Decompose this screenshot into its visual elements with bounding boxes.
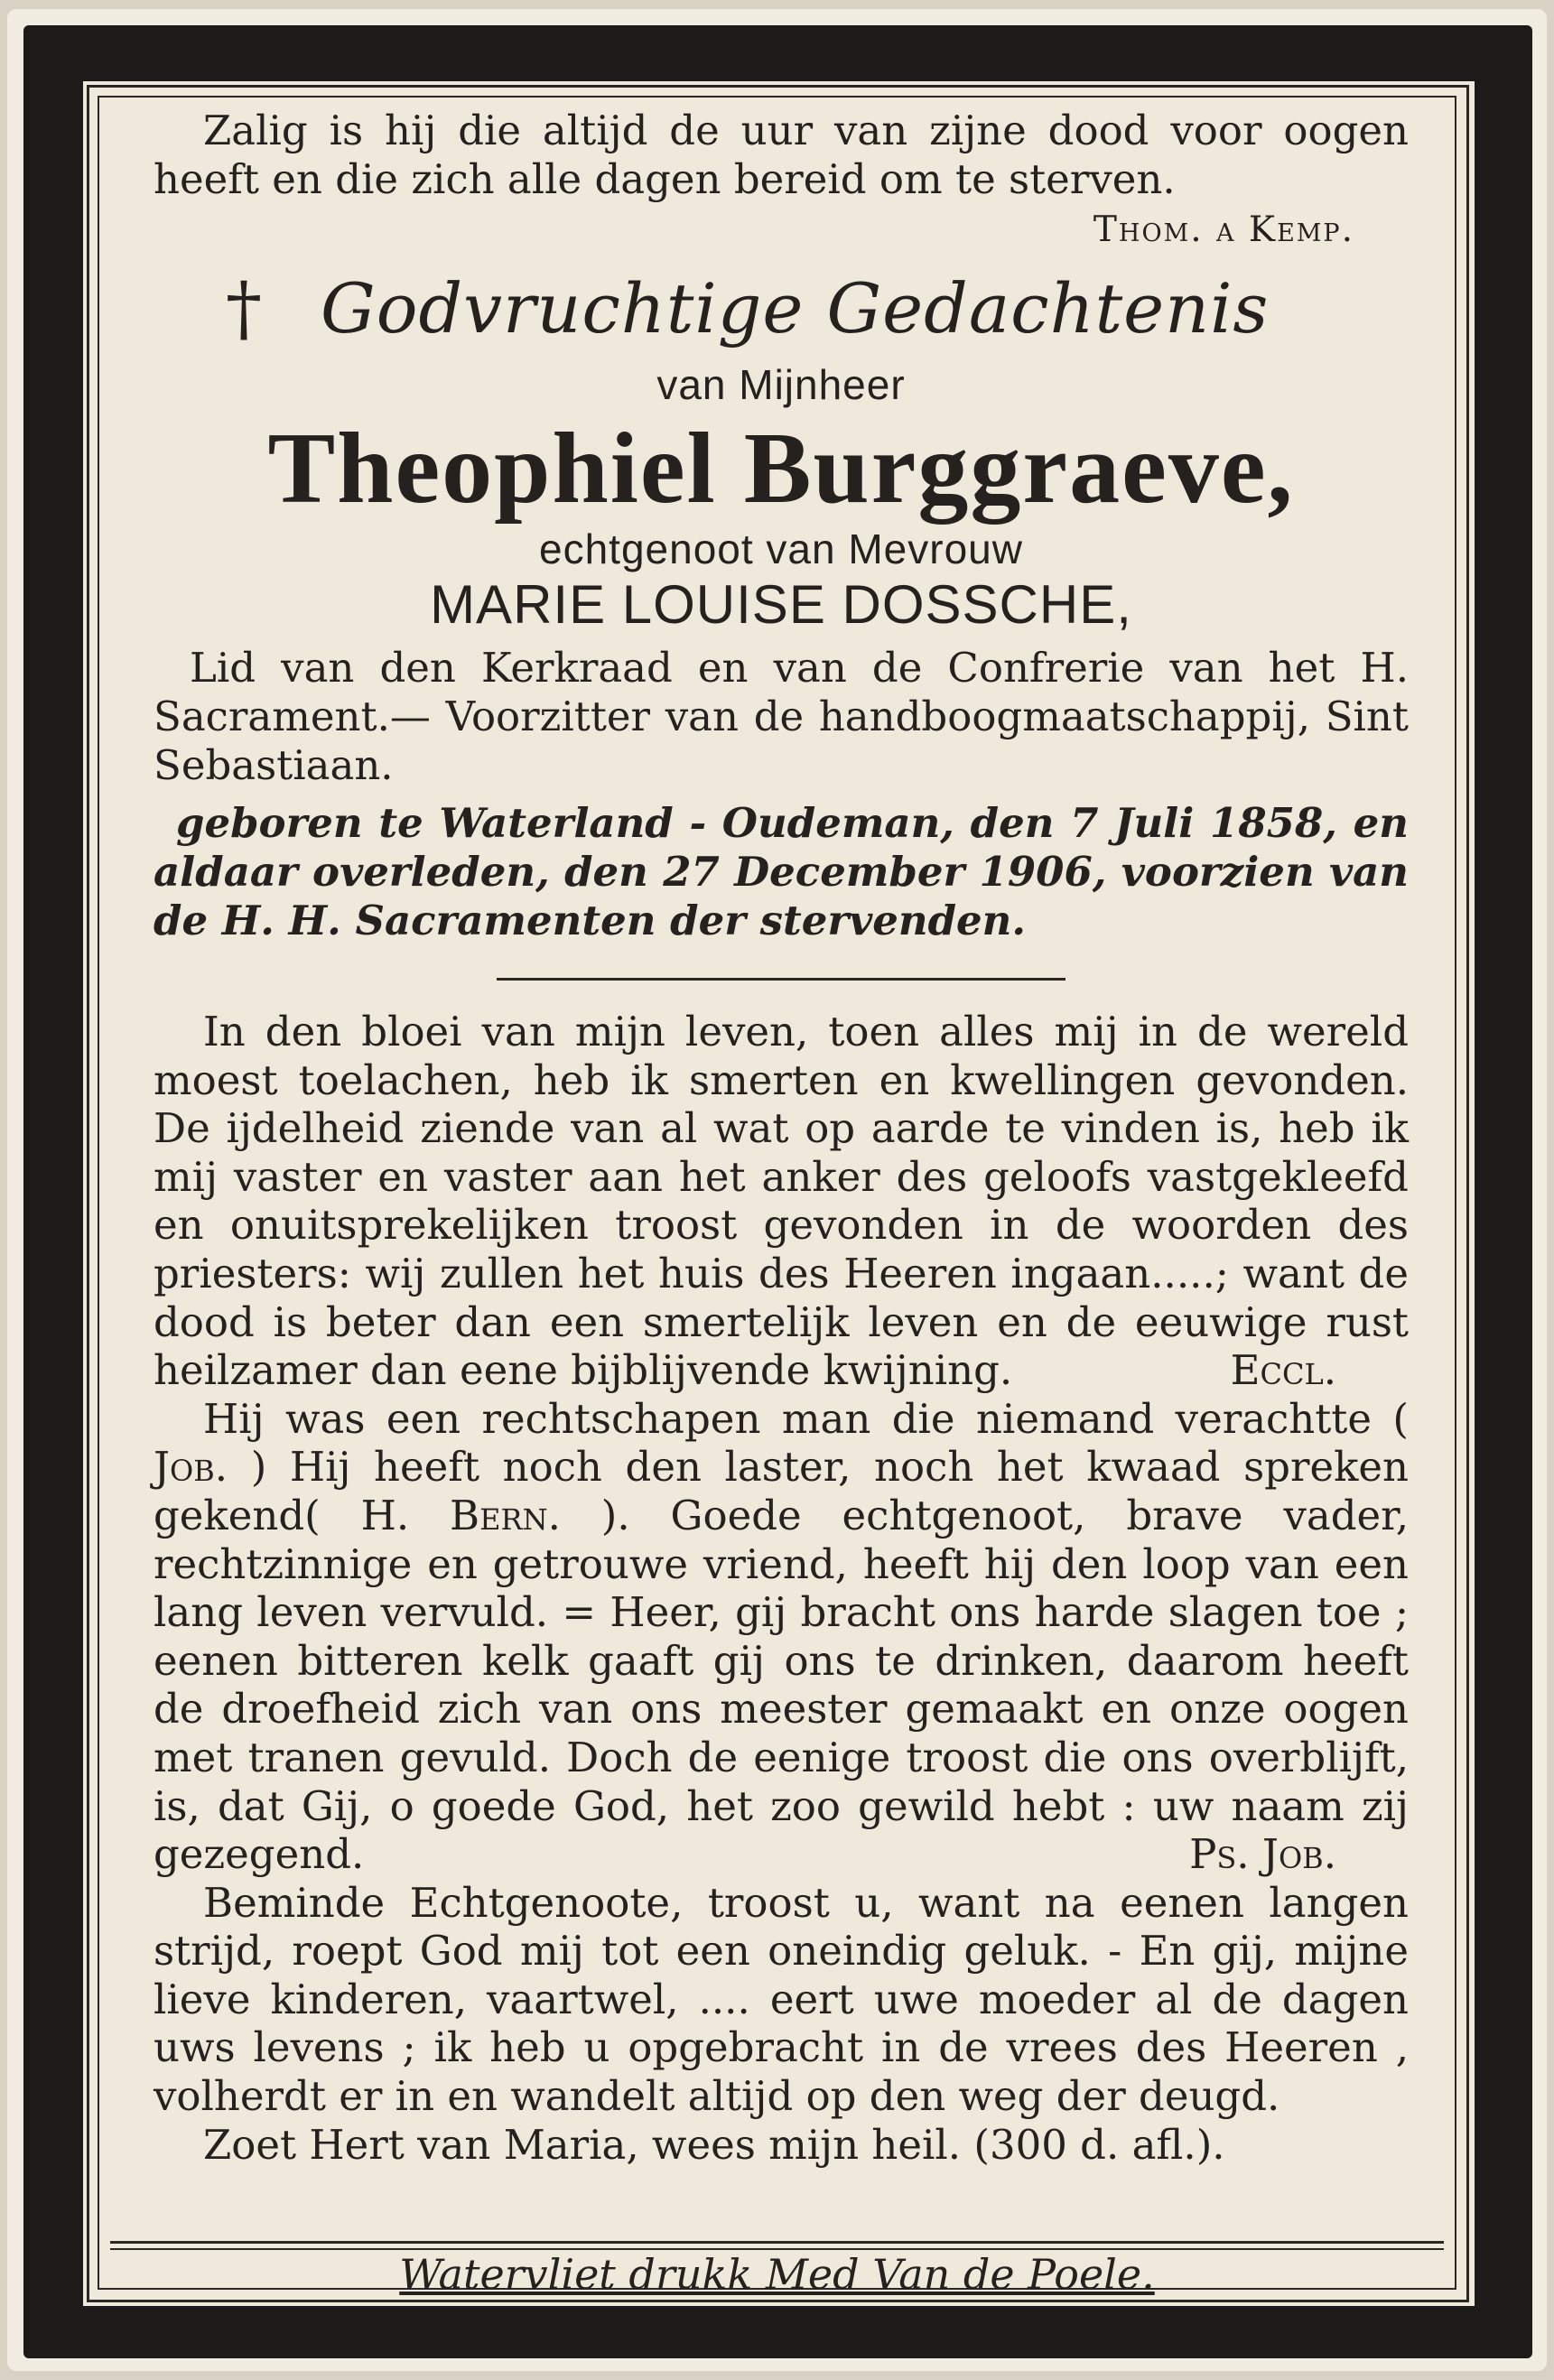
- card-title: Godvruchtige Gedachtenis: [321, 267, 1270, 349]
- reference-ps-job: Ps. Job.: [1189, 1830, 1336, 1879]
- printer-credit: Watervliet drukk Med Van de Poele.: [399, 2250, 1155, 2299]
- card-content: [154, 107, 1409, 2169]
- body-paragraph-2: [154, 1395, 1409, 1879]
- reference-job: Job.: [154, 1443, 228, 1492]
- body-paragraph-3: Beminde Echtgenoote, troost u, want na eenen langen strijd, roept God mij tot een oneindig geluk. - En gij, mijne lieve kinderen, vaartwel, .... eert uwe moeder al de dagen uws levens ; ik heb u opgebracht in de vrees des Heeren , volherdt er in en wandelt altijd op den weg der deugd.: [154, 1878, 1409, 2121]
- epigraph-source: Thom. a Kemp.: [1093, 209, 1354, 250]
- body-paragraph-1: [154, 1008, 1409, 1395]
- reference-bern: Bern.: [450, 1491, 561, 1539]
- body-text: [154, 1008, 1409, 2169]
- title-row: [154, 263, 1409, 353]
- epigraph-text: Zalig is hij die altijd de uur van zijne dood voor oogen heeft en die zich alle dagen bereid om te sterven.: [154, 107, 1409, 203]
- body-paragraph-4: Zoet Hert van Maria, wees mijn heil. (300 d. afl.).: [203, 2120, 1225, 2169]
- section-divider: [497, 978, 1065, 981]
- deceased-name: Theophiel Burggraeve,: [267, 413, 1295, 525]
- life-dates-text: geboren te Waterland - Oudeman, den 7 Juli 1858, en aldaar overleden, den 27 December 1906, voorzien van de H. H. Sacramenten der stervenden.: [154, 799, 1409, 944]
- paragraph-1-text: In den bloei van mijn leven, toen alles mij in de wereld moest toelachen, heb ik smerten en kwellingen gevonden. De ijdelheid ziende van al wat op aarde te vinden is, heb ik mij vaster en vaster aan het anker des geloofs vastgekleefd en onuitsprekelijken troost gevonden in de woorden des priesters: wij zullen het huis des Heeren ingaan.....; want de dood is beter dan een smertelijk leven en de eeuwige rust heilzamer dan eene bijblijvende kwijning.: [154, 1008, 1409, 1395]
- cross-icon: †: [226, 265, 262, 350]
- membership-text: Lid van den Kerkraad en van de Confrerie van het H. Sacrament.— Voorzitter van de handboogmaatschappij, Sint Sebastiaan.: [154, 644, 1409, 789]
- paragraph-2-text-b: ) Hij heeft noch den laster, noch het kwaad spreken gekend( H.: [154, 1443, 1409, 1539]
- reference-eccl: Eccl.: [1230, 1346, 1336, 1395]
- name-prefix: van Mijnheer: [656, 361, 906, 408]
- spouse-intro: echtgenoot van Mevrouw: [539, 525, 1023, 572]
- paragraph-2-text-a: Hij was een rechtschapen man die niemand verachtte (: [203, 1394, 1409, 1443]
- footer-rule-top: [110, 2241, 1444, 2244]
- spouse-name: MARIE LOUISE DOSSCHE,: [430, 574, 1132, 635]
- paragraph-2-text-c: ). Goede echtgenoot, brave vader, rechtzinnige en getrouwe vriend, heeft hij den loop van een lang leven vervuld. = Heer, gij bracht ons harde slagen toe ; eenen bitteren kelk gaaft gij ons te drinken, daarom heeft de droefheid zich van ons meester gemaakt en onze oogen met tranen gevuld. Doch de eenige troost die ons overblijft, is, dat Gij, o goede God, het zoo gewild hebt : uw naam zij gezegend.: [154, 1491, 1410, 1879]
